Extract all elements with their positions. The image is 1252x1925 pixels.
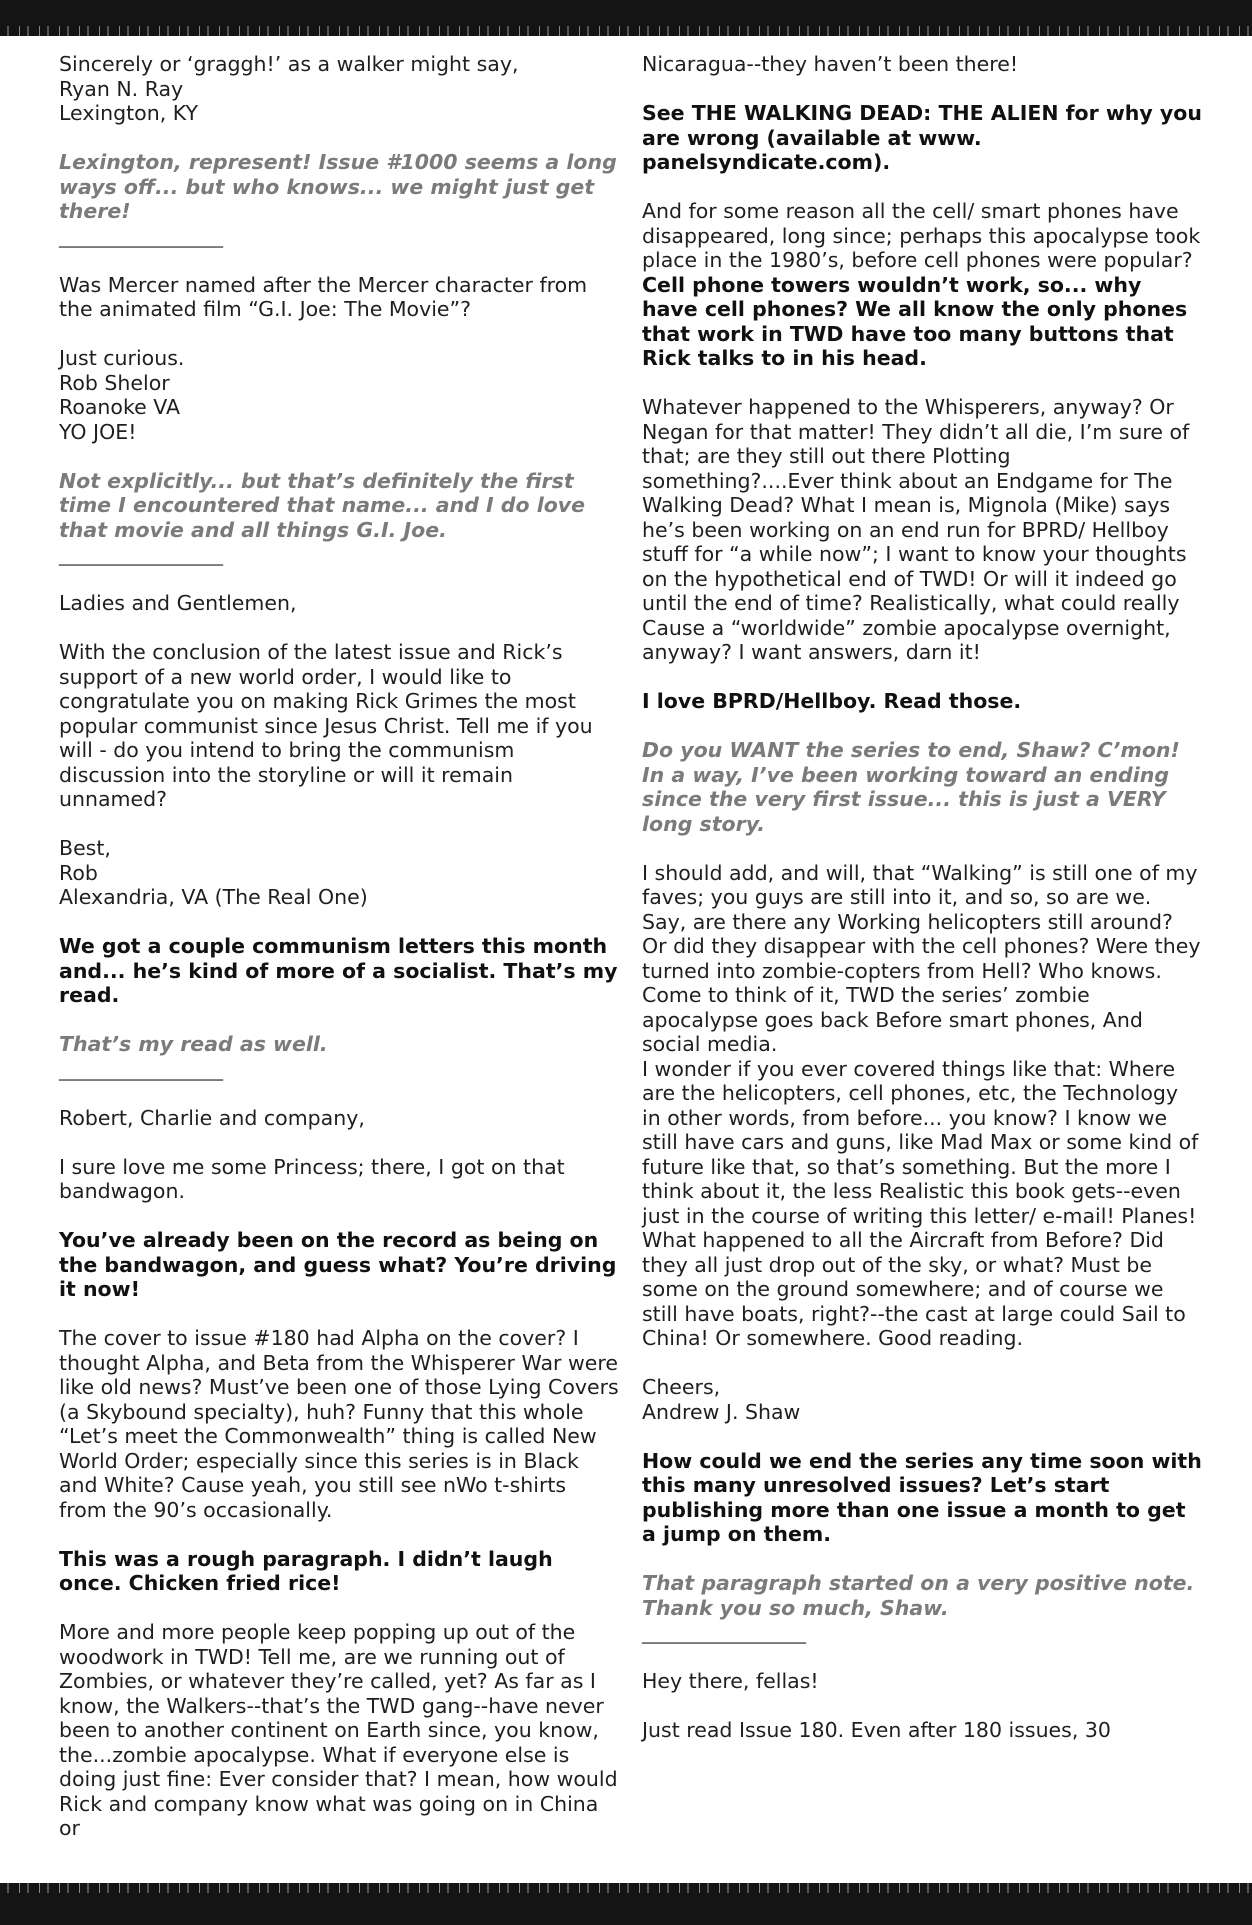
editor-reply-bold: I love BPRD/Hellboy. Read those. xyxy=(642,689,1022,713)
reader-letter-paragraph: Nicaragua--they haven’t been there! xyxy=(642,52,1019,76)
editor-note-italic: That paragraph started on a very positive note. Thank you so much, Shaw. ________________ xyxy=(642,1571,1195,1644)
reader-letter-paragraph: Cheers, Andrew J. Shaw xyxy=(642,1375,801,1424)
editor-note-italic: Lexington, represent! Issue #1000 seems a long ways off... but who knows... we might just get there! ________________ xyxy=(59,150,617,248)
reader-letter-paragraph: With the conclusion of the latest issue and Rick’s support of a new world order, I would like to congratulate you on making Rick Grimes the most popular communist since Jesus Christ. Tell me if you will - do you intend to bring the communism discussion into the storyline or will it remain unnamed? xyxy=(59,640,593,811)
editor-note-italic: That’s my read as well. ________________ xyxy=(59,1032,328,1081)
bottom-torn-border xyxy=(0,1889,1252,1925)
reader-letter-paragraph: Just read Issue 180. Even after 180 issues, 30 xyxy=(642,1718,1111,1742)
reader-letter-paragraph: I sure love me some Princess; there, I got on that bandwagon. xyxy=(59,1154,565,1203)
reader-letter-paragraph: The cover to issue #180 had Alpha on the cover? I thought Alpha, and Beta from the Whisperer War were like old news? Must’ve been one of those Lying Covers (a Skybound specialty), huh? Funny that this whole “Let’s meet the Commonwealth” thing is called New World Order; especially since this series is in Black and White? Cause yeah, you still see nWo t-shirts from the 90’s occasionally. xyxy=(59,1326,619,1522)
editor-note-italic: Do you WANT the series to end, Shaw? C’mon! In a way, I’ve been working toward an ending since the very first issue... this is just a VERY long story. xyxy=(642,738,1180,836)
editor-reply-bold: You’ve already been on the record as being on the bandwagon, and guess what? You’re driving it now! xyxy=(59,1228,617,1301)
reader-letter-paragraph: Whatever happened to the Whisperers, anyway? Or Negan for that matter! They didn’t all die, I’m sure of that; are they still out there Plotting something?....Ever think about an Endgame for The Walking Dead? What I mean is, Mignola (Mike) says he’s been working on an end run for BPRD/ Hellboy stuff for “a while now”; I want to know your thoughts on the hypothetical end of TWD! Or will it indeed go until the end of time? Realistically, what could really Cause a “worldwide” zombie apocalypse overnight, anyway? I want answers, darn it! xyxy=(642,395,1190,664)
reader-letter-paragraph: Was Mercer named after the Mercer character from the animated film “G.I. Joe: The Movie”? xyxy=(59,272,588,321)
editor-reply-bold: This was a rough paragraph. I didn’t laugh once. Chicken fried rice! xyxy=(59,1546,553,1595)
editor-reply-bold: Cell phone towers wouldn’t work, so... why have cell phones? We all know the only phones that work in TWD have too many buttons that Rick talks to in his head. xyxy=(642,272,1188,370)
editor-reply-bold: We got a couple communism letters this month and... he’s kind of more of a socialist. That’s my read. xyxy=(59,934,618,1007)
reader-letter-paragraph: Just curious. Rob Shelor Roanoke VA YO JOE! xyxy=(59,346,185,444)
editor-reply-bold: How could we end the series any time soon with this many unresolved issues? Let’s start publishing more than one issue a month to get a jump on them. xyxy=(642,1448,1202,1546)
reader-letter-paragraph: Best, Rob Alexandria, VA (The Real One) xyxy=(59,836,368,909)
reader-letter-paragraph: Hey there, fellas! xyxy=(642,1669,819,1693)
right-column xyxy=(642,52,1202,1767)
left-column xyxy=(59,52,619,1865)
reader-letter-paragraph: Robert, Charlie and company, xyxy=(59,1105,365,1130)
editor-reply-bold: See THE WALKING DEAD: THE ALIEN for why you are wrong (available at www. panelsyndicate.com). xyxy=(642,101,1202,174)
reader-letter-paragraph: More and more people keep popping up out of the woodwork in TWD! Tell me, are we running out of Zombies, or whatever they’re called, yet? As far as I know, the Walkers--that’s the TWD gang--have never been to another continent on Earth since, you know, the...zombie apocalypse. What if everyone else is doing just fine: Ever consider that? I mean, how would Rick and company know what was going on in China or xyxy=(59,1620,618,1840)
reader-letter-paragraph: And for some reason all the cell/ smart phones have disappeared, long since; perhaps this apocalypse took place in the 1980’s, before cell phones were popular? xyxy=(642,199,1201,272)
reader-letter-paragraph: Sincerely or ‘graggh!’ as a walker might say, Ryan N. Ray Lexington, KY xyxy=(59,52,519,125)
reader-letter-paragraph: I should add, and will, that “Walking” is still one of my faves; you guys are still into it, and so, so are we. Say, are there any Working helicopters still around? Or did they disappear with the cell phones? Were they turned into zombie-copters from Hell? Who knows. Come to think of it, TWD the series’ zombie apocalypse goes back Before smart phones, And social media. I wonder if you ever covered things like that: Where are the helicopters, cell phones, etc, the Technology in other words, from before... you know? I know we still have cars and guns, like Mad Max or some kind of future like that, so that’s something. But the more I think about it, the less Realistic this book gets--even just in the course of writing this letter/ e-mail! Planes! What happened to all the Aircraft from Before? Did they all just drop out of the sky, or what? Must be some on the ground somewhere; and of course we still have boats, right?--the cast at large could Sail to China! Or somewhere. Good reading. xyxy=(642,860,1201,1350)
editor-note-italic: Not explicitly... but that’s definitely the first time I encountered that name... and I do love that movie and all things G.I. Joe. ________________ xyxy=(59,468,586,566)
top-torn-border xyxy=(0,0,1252,30)
reader-letter-paragraph: Ladies and Gentlemen, xyxy=(59,591,297,615)
